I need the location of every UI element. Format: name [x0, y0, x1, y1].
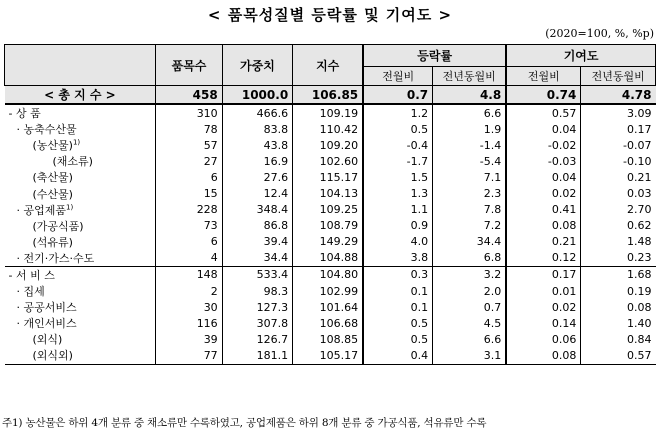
cell-mom: 1.3	[363, 185, 432, 201]
row-label: (가공식품)	[32, 219, 84, 233]
cell-mom: 3.8	[363, 250, 432, 267]
header-contrib-yoy: 전년동월비	[581, 67, 656, 86]
table-row	[5, 202, 656, 218]
cell-cyoy: -0.10	[581, 153, 656, 169]
cell-items: 148	[156, 266, 222, 283]
header-contrib-mom: 전월비	[506, 67, 581, 86]
table-row	[5, 185, 656, 201]
cell-index: 106.85	[293, 86, 363, 105]
table-row	[5, 121, 656, 137]
cell-mom: 0.3	[363, 266, 432, 283]
cell-items: 39	[156, 331, 222, 347]
cell-index: 105.17	[293, 347, 363, 364]
cell-yoy: -5.4	[433, 153, 507, 169]
cell-cyoy: 1.48	[581, 234, 656, 250]
cell-yoy: 7.2	[433, 218, 507, 234]
cell-weight: 98.3	[222, 283, 292, 299]
cell-index: 108.79	[293, 218, 363, 234]
cell-yoy: 1.9	[433, 121, 507, 137]
cell-yoy: 4.8	[433, 86, 507, 105]
cell-items: 77	[156, 347, 222, 364]
cell-cmom: 0.14	[506, 315, 581, 331]
cell-yoy: 7.8	[433, 202, 507, 218]
row-label: - 상 품	[5, 104, 156, 121]
cell-cmom: 0.08	[506, 218, 581, 234]
cell-items: 73	[156, 218, 222, 234]
cell-yoy: 6.6	[433, 104, 507, 121]
table-row	[5, 169, 656, 185]
cell-mom: 0.9	[363, 218, 432, 234]
cell-cmom: 0.04	[506, 169, 581, 185]
cell-cyoy: -0.07	[581, 137, 656, 153]
cell-cyoy: 4.78	[581, 86, 656, 105]
row-label: (수산물)	[32, 187, 73, 201]
cell-weight: 43.8	[222, 137, 292, 153]
table-row	[5, 250, 656, 267]
cell-weight: 83.8	[222, 121, 292, 137]
cell-items: 228	[156, 202, 222, 218]
cell-mom: 0.4	[363, 347, 432, 364]
cell-index: 101.64	[293, 299, 363, 315]
cell-weight: 466.6	[222, 104, 292, 121]
cell-items: 458	[156, 86, 222, 105]
cell-index: 106.68	[293, 315, 363, 331]
cell-yoy: 3.1	[433, 347, 507, 364]
cell-items: 6	[156, 169, 222, 185]
cell-weight: 181.1	[222, 347, 292, 364]
cell-cmom: 0.12	[506, 250, 581, 267]
cell-yoy: 2.3	[433, 185, 507, 201]
header-blank	[5, 45, 156, 86]
cell-weight: 533.4	[222, 266, 292, 283]
cell-index: 109.19	[293, 104, 363, 121]
cell-yoy: 0.7	[433, 299, 507, 315]
cell-items: 116	[156, 315, 222, 331]
cell-mom: 0.7	[363, 86, 432, 105]
header-change-mom: 전월비	[363, 67, 432, 86]
cell-weight: 307.8	[222, 315, 292, 331]
cell-cmom: 0.41	[506, 202, 581, 218]
cell-weight: 39.4	[222, 234, 292, 250]
cell-mom: -0.4	[363, 137, 432, 153]
cell-cyoy: 0.19	[581, 283, 656, 299]
cell-mom: 0.5	[363, 121, 432, 137]
cell-cyoy: 0.21	[581, 169, 656, 185]
cell-mom: 0.1	[363, 283, 432, 299]
table-row	[5, 137, 656, 153]
cell-cmom: 0.74	[506, 86, 581, 105]
cell-weight: 16.9	[222, 153, 292, 169]
cell-yoy: -1.4	[433, 137, 507, 153]
cell-items: 57	[156, 137, 222, 153]
header-change-group: 등락률	[363, 45, 506, 67]
cell-cmom: 0.21	[506, 234, 581, 250]
cell-cyoy: 0.17	[581, 121, 656, 137]
cell-index: 108.85	[293, 331, 363, 347]
cell-yoy: 7.1	[433, 169, 507, 185]
cell-index: 110.42	[293, 121, 363, 137]
total-row	[5, 86, 656, 105]
row-label: (축산물)	[32, 171, 73, 185]
cell-mom: 0.5	[363, 315, 432, 331]
cell-index: 102.99	[293, 283, 363, 299]
table-row	[5, 283, 656, 299]
cell-cmom: 0.04	[506, 121, 581, 137]
table-row	[5, 315, 656, 331]
table-row	[5, 266, 656, 283]
row-label: (농산물)$^{1)}$	[32, 138, 81, 153]
cell-mom: -1.7	[363, 153, 432, 169]
cell-cmom: 0.02	[506, 185, 581, 201]
row-label: < 총 지 수 >	[5, 86, 156, 105]
cell-cmom: 0.06	[506, 331, 581, 347]
cell-cyoy: 0.84	[581, 331, 656, 347]
cell-yoy: 4.5	[433, 315, 507, 331]
cell-items: 78	[156, 121, 222, 137]
cell-yoy: 6.8	[433, 250, 507, 267]
cell-mom: 0.5	[363, 331, 432, 347]
row-label: (채소류)	[52, 155, 93, 169]
cell-yoy: 2.0	[433, 283, 507, 299]
header-index: 지수	[293, 45, 363, 86]
table-row	[5, 331, 656, 347]
cell-cyoy: 2.70	[581, 202, 656, 218]
cell-weight: 27.6	[222, 169, 292, 185]
cell-cmom: 0.17	[506, 266, 581, 283]
cell-weight: 12.4	[222, 185, 292, 201]
table-row	[5, 299, 656, 315]
cell-index: 104.88	[293, 250, 363, 267]
cell-cyoy: 1.68	[581, 266, 656, 283]
cell-cmom: -0.02	[506, 137, 581, 153]
cell-mom: 0.1	[363, 299, 432, 315]
table-row	[5, 153, 656, 169]
cell-cmom: 0.57	[506, 104, 581, 121]
cell-items: 6	[156, 234, 222, 250]
cell-mom: 1.5	[363, 169, 432, 185]
cell-items: 15	[156, 185, 222, 201]
footnote: 주1) 농산물은 하위 4개 분류 중 채소류만 수록하였고, 공업제품은 하위 8개 분류 중 가공식품, 석유류만 수록	[2, 417, 487, 429]
cell-cyoy: 3.09	[581, 104, 656, 121]
row-label: (외식)	[32, 333, 63, 347]
cell-cyoy: 0.57	[581, 347, 656, 364]
cell-items: 30	[156, 299, 222, 315]
cell-cmom: 0.01	[506, 283, 581, 299]
cell-cmom: -0.03	[506, 153, 581, 169]
cell-cyoy: 0.23	[581, 250, 656, 267]
row-label: · 농축수산물	[16, 123, 77, 137]
cell-cmom: 0.02	[506, 299, 581, 315]
table-row	[5, 234, 656, 250]
cell-weight: 34.4	[222, 250, 292, 267]
cell-mom: 4.0	[363, 234, 432, 250]
cell-index: 109.20	[293, 137, 363, 153]
row-label: · 전기·가스·수도	[16, 251, 95, 265]
cell-cyoy: 1.40	[581, 315, 656, 331]
cell-weight: 127.3	[222, 299, 292, 315]
row-label: · 공공서비스	[16, 301, 77, 315]
cell-yoy: 34.4	[433, 234, 507, 250]
cell-cyoy: 0.62	[581, 218, 656, 234]
cell-items: 27	[156, 153, 222, 169]
cell-yoy: 3.2	[433, 266, 507, 283]
table-row	[5, 218, 656, 234]
row-label: (외식외)	[5, 347, 156, 364]
cell-index: 102.60	[293, 153, 363, 169]
row-label: - 서 비 스	[5, 266, 156, 283]
cell-cmom: 0.08	[506, 347, 581, 364]
header-weight: 가중치	[222, 45, 292, 86]
cell-cyoy: 0.03	[581, 185, 656, 201]
cell-weight: 86.8	[222, 218, 292, 234]
row-label: (석유류)	[32, 235, 73, 249]
cell-yoy: 6.6	[433, 331, 507, 347]
cell-index: 104.13	[293, 185, 363, 201]
header-change-yoy: 전년동월비	[433, 67, 507, 86]
cell-mom: 1.2	[363, 104, 432, 121]
table-row	[5, 104, 656, 121]
row-label: · 공업제품$^{1)}$	[16, 202, 74, 217]
price-index-table	[4, 44, 656, 365]
cell-cyoy: 0.08	[581, 299, 656, 315]
cell-items: 2	[156, 283, 222, 299]
unit-note: (2020=100, %, %p)	[545, 27, 654, 40]
table-row	[5, 347, 656, 364]
cell-index: 104.80	[293, 266, 363, 283]
cell-index: 109.25	[293, 202, 363, 218]
cell-items: 310	[156, 104, 222, 121]
cell-items: 4	[156, 250, 222, 267]
cell-weight: 1000.0	[222, 86, 292, 105]
table-title: < 품목성질별 등락률 및 기여도 >	[207, 6, 453, 24]
header-items: 품목수	[156, 45, 222, 86]
cell-mom: 1.1	[363, 202, 432, 218]
cell-index: 115.17	[293, 169, 363, 185]
cell-weight: 348.4	[222, 202, 292, 218]
header-contrib-group: 기여도	[506, 45, 655, 67]
table-body	[5, 86, 656, 365]
row-label: · 집세	[16, 285, 45, 299]
row-label: · 개인서비스	[16, 317, 77, 331]
cell-index: 149.29	[293, 234, 363, 250]
cell-weight: 126.7	[222, 331, 292, 347]
